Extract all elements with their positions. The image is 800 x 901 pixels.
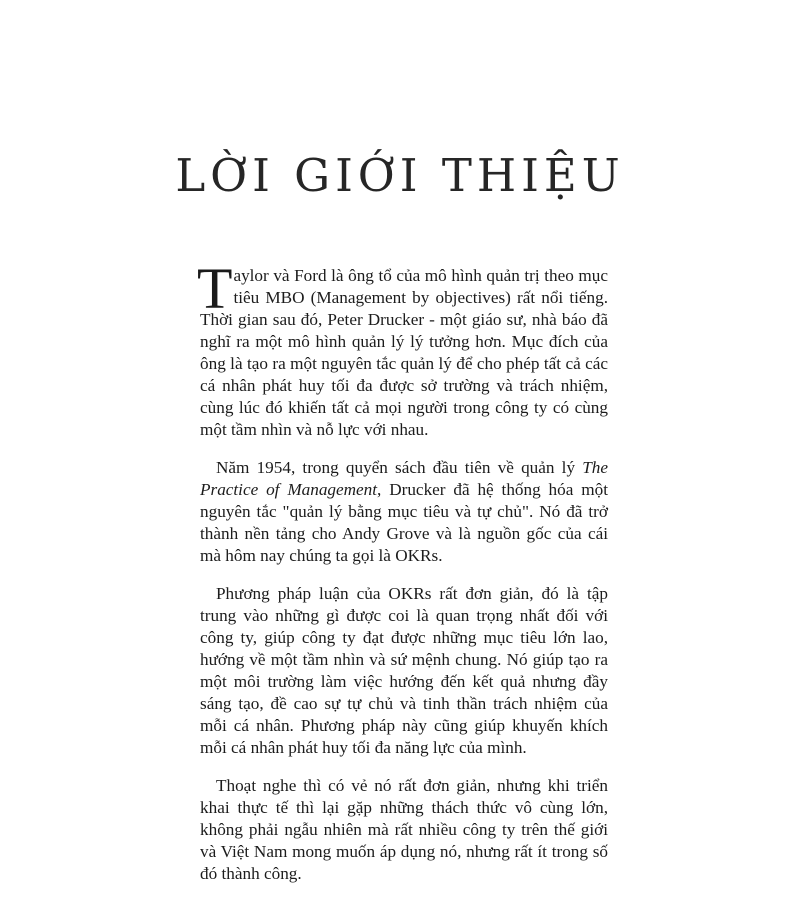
book-title-italic: The Practice of Management: [200, 458, 608, 499]
paragraph-2: [200, 457, 608, 567]
paragraph-4: Thoạt nghe thì có vẻ nó rất đơn giản, nhưng khi triển khai thực tế thì lại gặp những thách thức vô cùng lớn, không phải ngẫu nhiên mà rất nhiều công ty trên thế giới và Việt Nam mong muốn áp dụng nó, nhưng rất ít trong số đó thành công.: [200, 776, 608, 883]
paragraph-2-text-start: Năm 1954, trong quyển sách đầu tiên về quản lý: [216, 458, 583, 477]
paragraph-2-text-end: , Drucker đã hệ thống hóa một nguyên tắc "quản lý bằng mục tiêu và tự chủ". Nó đã trở thành nền tảng cho Andy Grove và là nguồn gốc của cái mà hôm nay chúng ta gọi là OKRs.: [200, 480, 608, 565]
page-title: LỜI GIỚI THIỆU: [175, 149, 625, 202]
paragraph-3: Phương pháp luận của OKRs rất đơn giản, đó là tập trung vào những gì được coi là quan trọng nhất đối với công ty, giúp công ty đạt được những mục tiêu lớn lao, hướng về một tầm nhìn và sứ mệnh chung. Nó giúp tạo ra một môi trường làm việc hướng đến kết quả nhưng đầy sáng tạo, đề cao sự tự chủ và tinh thần trách nhiệm của mỗi cá nhân. Phương pháp này cũng giúp khuyến khích mỗi cá nhân phát huy tối đa năng lực của mình.: [200, 584, 608, 757]
body-text: [197, 256, 608, 901]
paragraph-1: Taylor và Ford là ông tổ của mô hình quản trị theo mục tiêu MBO (Management by objectives) rất nổi tiếng. Thời gian sau đó, Peter Drucker - một giáo sư, nhà báo đã nghĩ ra một mô hình quản lý lý tưởng hơn. Mục đích của ông là tạo ra một nguyên tắc quản lý để cho phép tất cả các cá nhân phát huy tối đa được sở trường và trách nhiệm, cùng lúc đó khiến tất cả mọi người trong công ty có cùng một tầm nhìn và nỗ lực với nhau.: [197, 256, 608, 439]
